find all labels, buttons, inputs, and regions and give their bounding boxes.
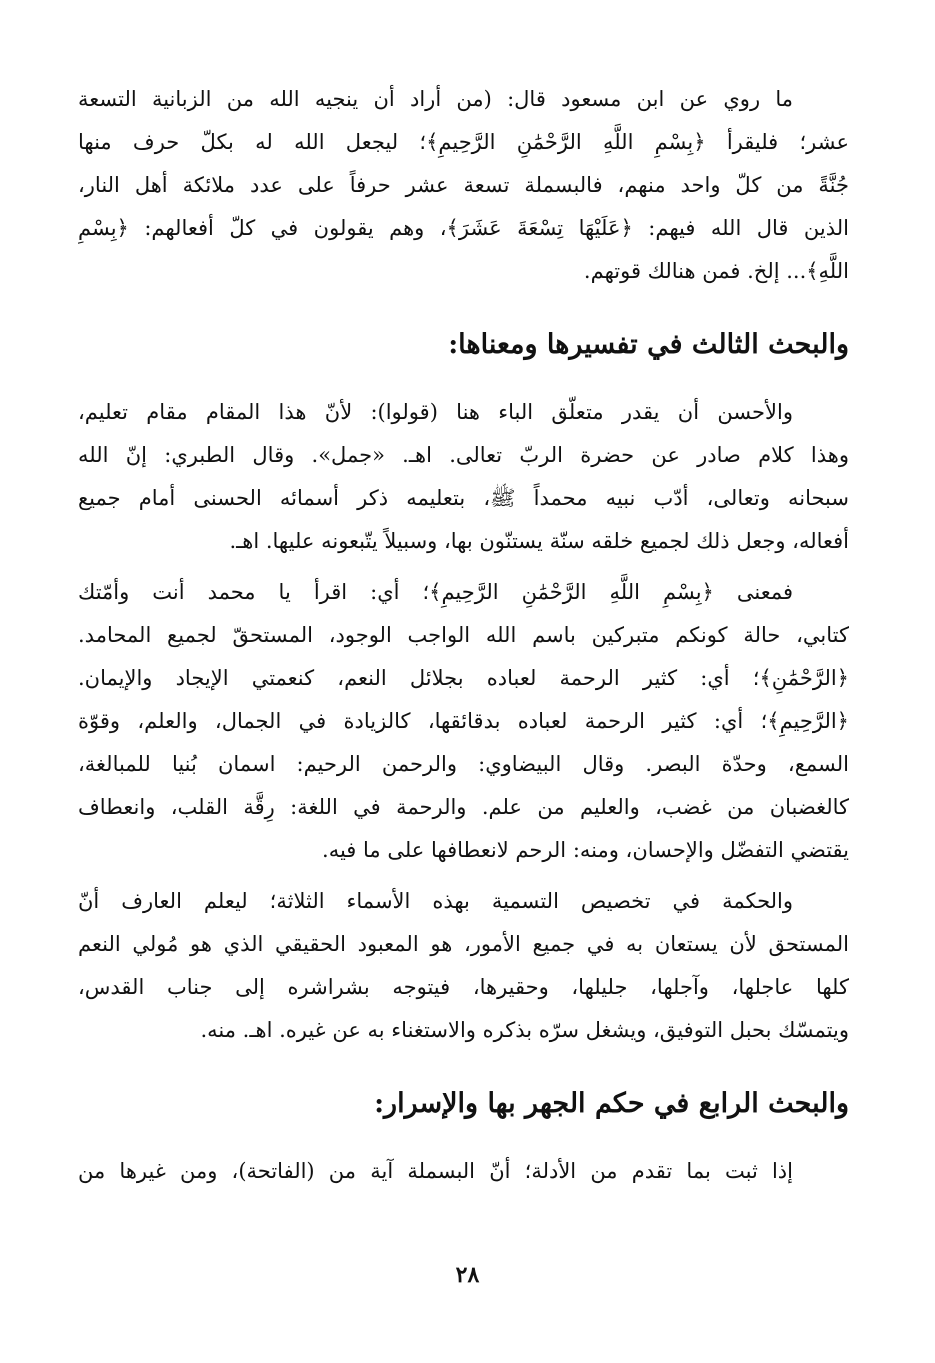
text-line: جُنَّةً من كلّ واحد منهم، فالبسملة تسعة عشر حرفاً على عدد ملائكة أهل النار، xyxy=(78,173,849,197)
section-heading-fourth: والبحث الرابع في حكم الجهر بها والإسرار: xyxy=(374,1088,849,1119)
text-line: ﴿الرَّحْمَٰنِ﴾؛ أي: كثير الرحمة لعباده بجلائل النعم، كنعمتي الإيجاد والإيمان. xyxy=(78,666,849,690)
text-line: المستحق لأن يستعان به في جميع الأمور، هو المعبود الحقيقي الذي هو مُولي النعم xyxy=(78,932,849,956)
text-line: الذين قال الله فيهم: ﴿عَلَيْهَا تِسْعَةَ عَشَرَ﴾، وهم يقولون في كلّ أفعالهم: ﴿بِسْمِ xyxy=(78,216,849,240)
page-number: ٢٨ xyxy=(455,1262,480,1288)
text-line: كالغضبان من غضب، والعليم من علم. والرحمة في اللغة: رِقَّة القلب، وانعطاف xyxy=(78,795,849,819)
paragraph-jahr xyxy=(78,1150,849,1193)
text-line: إذا ثبت بما تقدم من الأدلة؛ أنّ البسملة آية من (الفاتحة)، ومن غيرها من xyxy=(78,1159,793,1183)
text-line: ﴿الرَّحِيمِ﴾؛ أي: كثير الرحمة لعباده بدقائقها، كالزيادة في الجمال، والعلم، وقوّة xyxy=(78,709,849,733)
section-heading-third: والبحث الثالث في تفسيرها ومعناها: xyxy=(448,329,849,360)
text-line: سبحانه وتعالى، أدّب نبيه محمداً ﷺ، بتعليمه ذكر أسمائه الحسنى أمام جميع xyxy=(78,486,849,510)
text-line: السمع، وحدّة البصر. وقال البيضاوي: والرحمن الرحيم: اسمان بُنيا للمبالغة، xyxy=(78,752,849,776)
text-line: كتابي، حالة كونكم متبركين باسم الله الواجب الوجود، المستحقّ لجميع المحامد. xyxy=(78,623,849,647)
text-line: عشر؛ فليقرأ ﴿بِسْمِ اللَّهِ الرَّحْمَٰنِ الرَّحِيمِ﴾؛ ليجعل الله له بكلّ حرف منها xyxy=(78,130,849,154)
text-line: اللَّهِ﴾... إلخ. فمن هنالك قوتهم. xyxy=(583,259,849,283)
paragraph-wisdom xyxy=(78,880,849,1052)
text-line: وهذا كلام صادر عن حضرة الربّ تعالى. اهـ. «جمل». وقال الطبري: إنّ الله xyxy=(78,443,849,467)
text-line: والأحسن أن يقدر متعلّق الباء هنا (قولوا): لأنّ هذا المقام مقام تعليم، xyxy=(78,400,793,424)
paragraph-tabari xyxy=(78,391,849,563)
text-line: والحكمة في تخصيص التسمية بهذه الأسماء الثلاثة؛ ليعلم العارف أنّ xyxy=(78,889,793,913)
text-line: يقتضي التفضّل والإحسان، ومنه: الرحم لانعطافها على ما فيه. xyxy=(322,838,849,862)
text-line: أفعاله، وجعل ذلك لجميع خلقه سنّة يستنّون بها، وسبيلاً يتّبعونه عليها. اهـ. xyxy=(229,529,849,553)
text-line: كلها عاجلها، وآجلها، جليلها، وحقيرها، فيتوجه بشراشره إلى جناب القدس، xyxy=(78,975,849,999)
paragraph-meaning xyxy=(78,571,849,872)
paragraph-ibn-masud xyxy=(78,78,849,293)
text-line: فمعنى ﴿بِسْمِ اللَّهِ الرَّحْمَٰنِ الرَّحِيمِ﴾؛ أي: اقرأ يا محمد أنت وأمّتك xyxy=(78,580,793,604)
text-line: ما روي عن ابن مسعود قال: (من أراد أن ينجيه الله من الزبانية التسعة xyxy=(78,87,793,111)
text-line: ويتمسّك بحبل التوفيق، ويشغل سرّه بذكره والاستغناء به عن غيره. اهـ. منه. xyxy=(200,1018,849,1042)
